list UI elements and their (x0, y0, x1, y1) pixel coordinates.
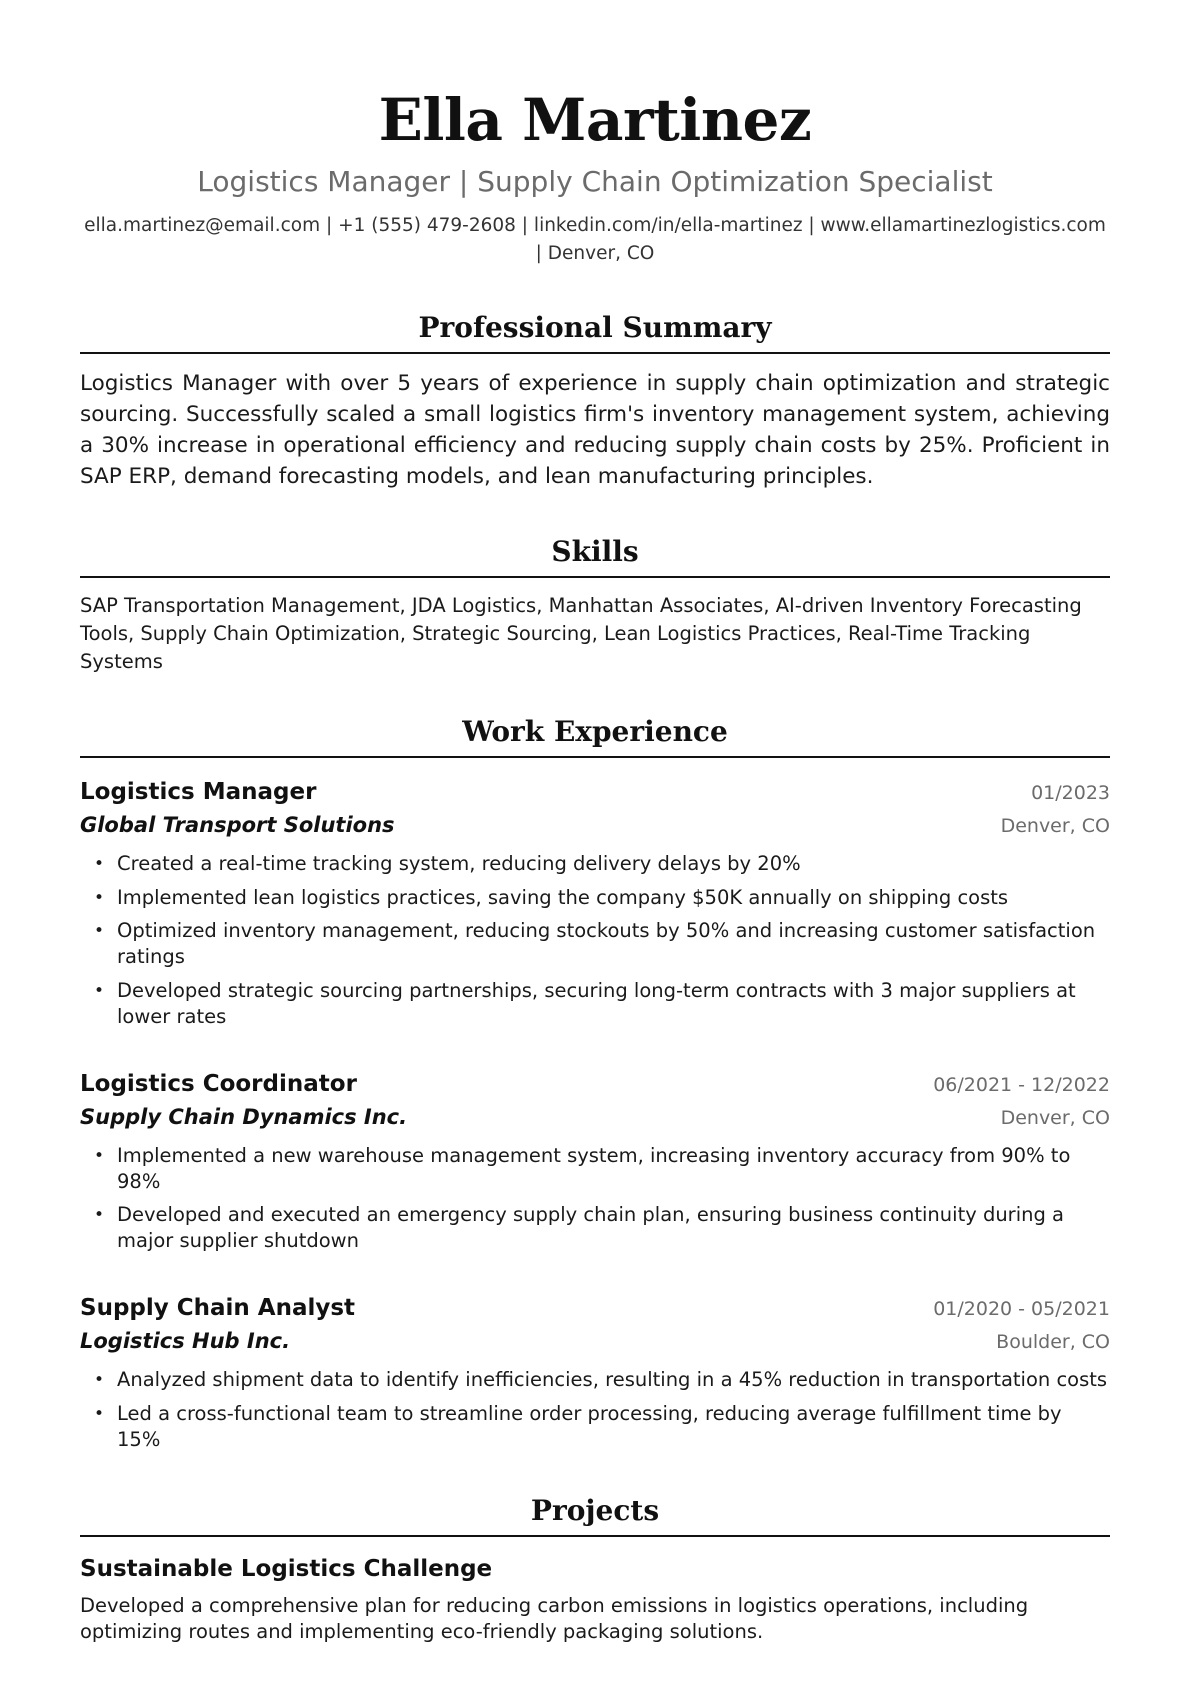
job-title: Supply Chain Analyst (80, 1295, 356, 1321)
job-bullet: • Optimized inventory management, reducing stockouts by 50% and increasing customer satisfaction ratings (80, 918, 1110, 970)
skills-section (80, 534, 1110, 676)
summary-section (80, 310, 1110, 492)
job-bullet: • Led a cross-functional team to streamline order processing, reducing average fulfillment time by 15% (80, 1401, 1110, 1453)
job-company: Global Transport Solutions (80, 813, 395, 837)
job-location: Boulder, CO (996, 1331, 1110, 1353)
project-description: Developed a comprehensive plan for reducing carbon emissions in logistics operations, including optimizing routes and implementing eco-friendly packaging solutions. (80, 1593, 1029, 1643)
resume-header (80, 0, 1110, 268)
job-company: Logistics Hub Inc. (80, 1329, 291, 1353)
job-bullet: • Developed and executed an emergency supply chain plan, ensuring business continuity during a major supplier shutdown (80, 1202, 1110, 1254)
job-bullet: • Developed strategic sourcing partnerships, securing long-term contracts with 3 major suppliers at lower rates (80, 978, 1110, 1030)
skills-text: SAP Transportation Management, JDA Logistics, Manhattan Associates, AI-driven Inventory Forecasting Tools, Supply Chain Optimization, Strategic Sourcing, Lean Logistics Practices, Real-Time Tracking Systems (80, 594, 1082, 673)
job-bullet: • Created a real-time tracking system, reducing delivery delays by 20% (80, 851, 1110, 877)
job-company: Supply Chain Dynamics Inc. (80, 1104, 408, 1129)
job-bullet: • Implemented a new warehouse management system, increasing inventory accuracy from 90% to 98% (80, 1143, 1110, 1195)
summary-text: Logistics Manager with over 5 years of experience in supply chain optimization and strategic sourcing. Successfully scaled a small logistics firm's inventory management system, achieving a 30% increase in operational efficiency and reducing supply chain costs by 25%. Proficient in SAP ERP, demand forecasting models, and lean manufacturing principles. (80, 371, 1110, 489)
job-entry (80, 776, 1110, 1030)
job-location: Denver, CO (1000, 1106, 1110, 1129)
job-bullet: • Implemented lean logistics practices, saving the company $50K annually on shipping costs (80, 885, 1110, 911)
candidate-headline: Logistics Manager | Supply Chain Optimization Specialist (197, 165, 993, 198)
project-entry (80, 1553, 1110, 1645)
project-title: Sustainable Logistics Challenge (80, 1555, 493, 1582)
job-date: 01/2023 (1031, 782, 1110, 804)
contact-line: ella.martinez@email.com | +1 (555) 479-2608 | linkedin.com/in/ella-martinez | www.ellamartinezlogistics.com | Denver, CO (84, 215, 1106, 264)
candidate-name: Ella Martinez (378, 86, 812, 154)
work-experience-heading: Work Experience (80, 714, 1110, 758)
skills-heading: Skills (80, 534, 1110, 578)
work-experience-section (80, 714, 1110, 1453)
job-bullet: • Analyzed shipment data to identify inefficiencies, resulting in a 45% reduction in transportation costs (80, 1367, 1110, 1393)
job-location: Denver, CO (1000, 815, 1110, 837)
job-entry (80, 1292, 1110, 1453)
job-title: Logistics Manager (80, 779, 317, 805)
projects-section (80, 1493, 1110, 1645)
job-bullets (80, 851, 1110, 1030)
job-entry (80, 1068, 1110, 1255)
projects-heading: Projects (80, 1493, 1110, 1537)
job-bullets (80, 1367, 1110, 1453)
summary-heading: Professional Summary (80, 310, 1110, 354)
job-date: 01/2020 - 05/2021 (933, 1298, 1110, 1320)
job-bullets (80, 1143, 1110, 1255)
job-date: 06/2021 - 12/2022 (933, 1073, 1110, 1096)
job-title: Logistics Coordinator (80, 1070, 357, 1097)
